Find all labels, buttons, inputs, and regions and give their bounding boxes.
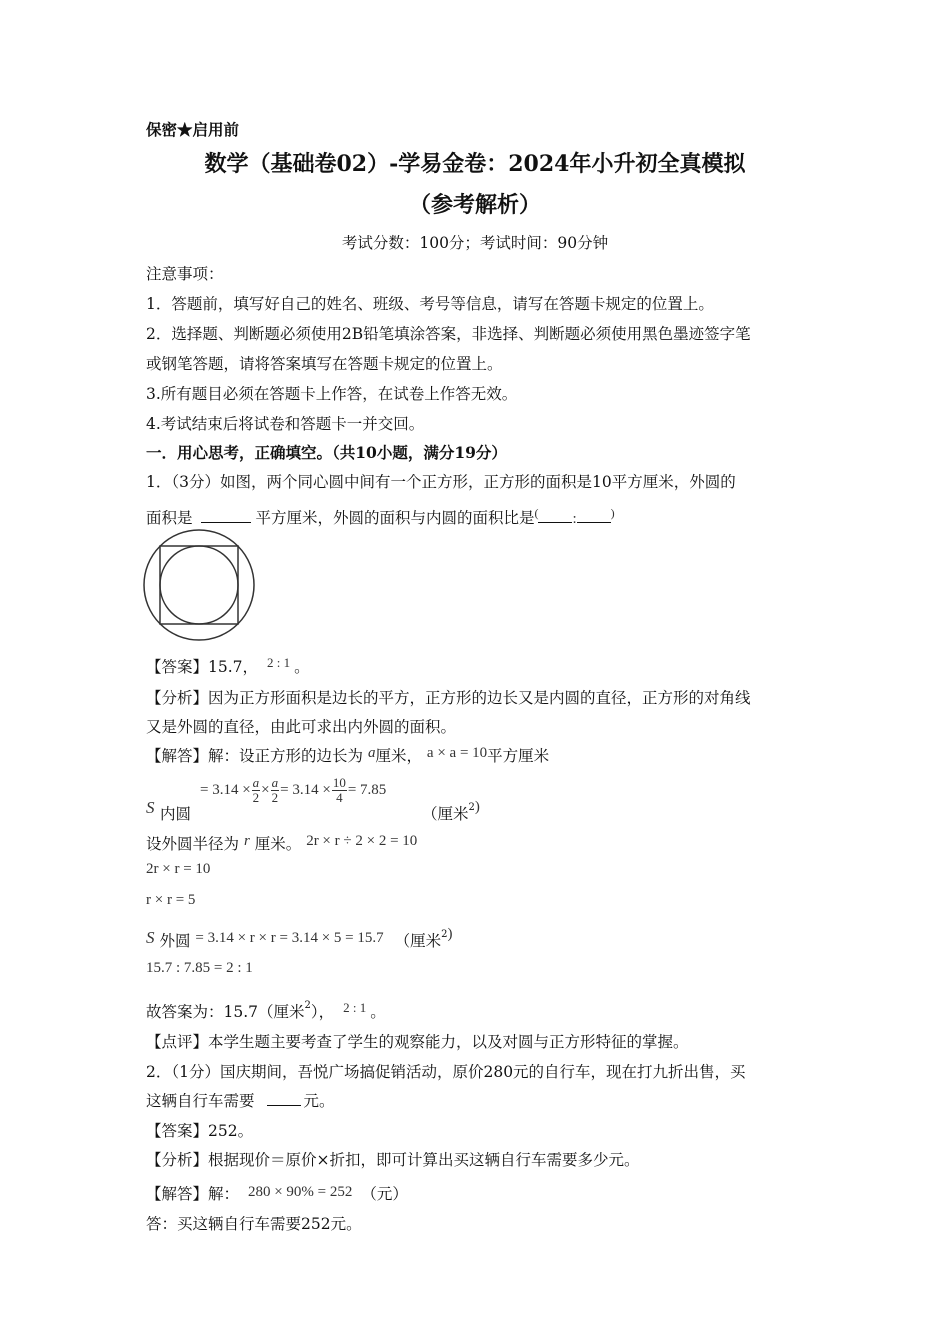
inner-circle bbox=[160, 546, 238, 624]
answer-blank bbox=[538, 522, 572, 523]
note-item: 3.所有题目必须在答题卡上作答，在试卷上作答无效。 bbox=[146, 385, 518, 403]
confidential-label: 保密★启用前 bbox=[146, 120, 240, 139]
note-item: 2．选择题、判断题必须使用2B铅笔填涂答案，非选择、判断题必须使用黑色墨迹签字笔 bbox=[146, 325, 751, 343]
answer-1: 【答案】15.7， $^{2 : 1}$ 。 bbox=[146, 655, 310, 676]
analysis-2: 【分析】根据现价＝原价×折扣，即可计算出买这辆自行车需要多少元。 bbox=[146, 1151, 640, 1169]
ratio-equation: 15.7 : 7.85 = 2 : 1 bbox=[146, 960, 253, 976]
question-2-text-2: 这辆自行车需要 元。 bbox=[146, 1092, 335, 1110]
fraction: $\frac{a}{2}$ bbox=[252, 775, 260, 805]
s-outer-equation: S 外圆 = 3.14 × r × r = 3.14 × 5 = 15.7 （厘米$^2$) bbox=[146, 926, 453, 950]
note-item: 1．答题前，填写好自己的姓名、班级、考号等信息，请写在答题卡规定的位置上。 bbox=[146, 295, 714, 313]
conclusion-1: 故答案为：15.7（厘米$^2$）， $^{2 : 1}$ 。 bbox=[146, 1000, 386, 1021]
final-answer-2: 答：买这辆自行车需要252元。 bbox=[146, 1215, 362, 1233]
page-title: 数学（基础卷02）-学易金卷：2024年小升初全真模拟 bbox=[204, 151, 746, 177]
equation-line: r × r = 5 bbox=[146, 892, 196, 908]
answer-blank bbox=[267, 1105, 301, 1106]
analysis-1: 【分析】因为正方形面积是边长的平方，正方形的边长又是内圆的直径，正方形的对角线 bbox=[146, 689, 751, 707]
note-item: 4.考试结束后将试卷和答题卡一并交回。 bbox=[146, 415, 425, 433]
document-page: 保密★启用前 数学（基础卷02）-学易金卷：2024年小升初全真模拟 （参考解析） 考试分数：100分；考试时间：90分钟 注意事项： 1．答题前，填写好自己的姓名、班级、考号等信息，请写在答题卡规定的位置上。 2．选择题、判断题必须使用2B铅笔填涂答案，非选择、判断题必须使用黑色墨迹签字笔 或钢笔答题，请将答案填写在答题卡规定的位置上。 3.所有题目必须在答题卡上作答，在试卷上作答无效。 4.考试结束后将试卷和答题卡一并交回。 一．用心思考，正确填空。（共10小题，满分19分） 1．（3分）如图，两个同心圆中间有一个正方形，正方形的面积是10平方厘米，外圆的 面积是 平方厘米，外圆的面积与内圆的面积比是( : ) 【答案】15.7， $^{2 : 1}$ 。 【分析】因为正方形面积是边长的平方，正方形的边长又是内圆的直径，正方形的对角线 又是外圆的直径，由此可求出内外圆的面积。 【解答】解：设正方形的边长为 a厘米， a × a = 10平方厘米 S 内圆 = 3.14 × $\frac{a}{2}$ × $\frac{a}{2}$ = 3.14 × $\frac{10}{4}$ = 7.85 （厘米$^2$) 设外圆半径为 r 厘米。 2r × r ÷ 2 × 2 = 10 2r × r = 10 r × r = 5 S 外圆 = 3.14 × r × r = 3.14 × 5 = 15.7 （厘米$^2$) 15.7 : 7.85 = 2 : 1 故答案为：15.7（厘米$^2$）， $^{2 : 1}$ 。 【点评】本学生题主要考查了学生的观察能力，以及对圆与正方形特征的掌握。 2．（1分）国庆期间，吾悦广场搞促销活动，原价280元的自行车，现在打九折出售，买 这辆自行车需要 元。 【答案】252。 【分析】根据现价＝原价×折扣，即可计算出买这辆自行车需要多少元。 【解答】解： 280 × 90% = 252 （元） 答：买这辆自行车需要252元。 bbox=[0, 0, 950, 1344]
answer-blank bbox=[577, 522, 611, 523]
note-item: 或钢笔答题，请将答案填写在答题卡规定的位置上。 bbox=[146, 355, 503, 373]
equation-line: 2r × r = 10 bbox=[146, 861, 211, 877]
concentric-circles-figure bbox=[142, 528, 256, 642]
solution-2: 【解答】解： 280 × 90% = 252 （元） bbox=[146, 1184, 408, 1203]
question-2-text: 2．（1分）国庆期间，吾悦广场搞促销活动，原价280元的自行车，现在打九折出售，买 bbox=[146, 1063, 746, 1081]
page-subtitle: （参考解析） bbox=[408, 192, 541, 218]
notes-heading: 注意事项： bbox=[146, 265, 224, 283]
comment-1: 【点评】本学生题主要考查了学生的观察能力，以及对圆与正方形特征的掌握。 bbox=[146, 1033, 689, 1051]
fraction: $\frac{10}{4}$ bbox=[332, 775, 346, 805]
exam-info: 考试分数：100分；考试时间：90分钟 bbox=[341, 234, 609, 252]
solution-1: 【解答】解：设正方形的边长为 a厘米， a × a = 10平方厘米 bbox=[146, 745, 550, 765]
answer-2: 【答案】252。 bbox=[146, 1122, 254, 1140]
analysis-1-cont: 又是外圆的直径，由此可求出内外圆的面积。 bbox=[146, 718, 457, 736]
question-1-text-2: 面积是 平方厘米，外圆的面积与内圆的面积比是( : ) bbox=[146, 506, 615, 527]
section-heading: 一．用心思考，正确填空。（共10小题，满分19分） bbox=[146, 443, 507, 462]
outer-radius-line: 设外圆半径为 r 厘米。 2r × r ÷ 2 × 2 = 10 bbox=[146, 833, 418, 853]
question-1-text: 1．（3分）如图，两个同心圆中间有一个正方形，正方形的面积是10平方厘米，外圆的 bbox=[146, 473, 736, 491]
answer-blank bbox=[201, 522, 251, 523]
fraction: $\frac{a}{2}$ bbox=[271, 775, 279, 805]
